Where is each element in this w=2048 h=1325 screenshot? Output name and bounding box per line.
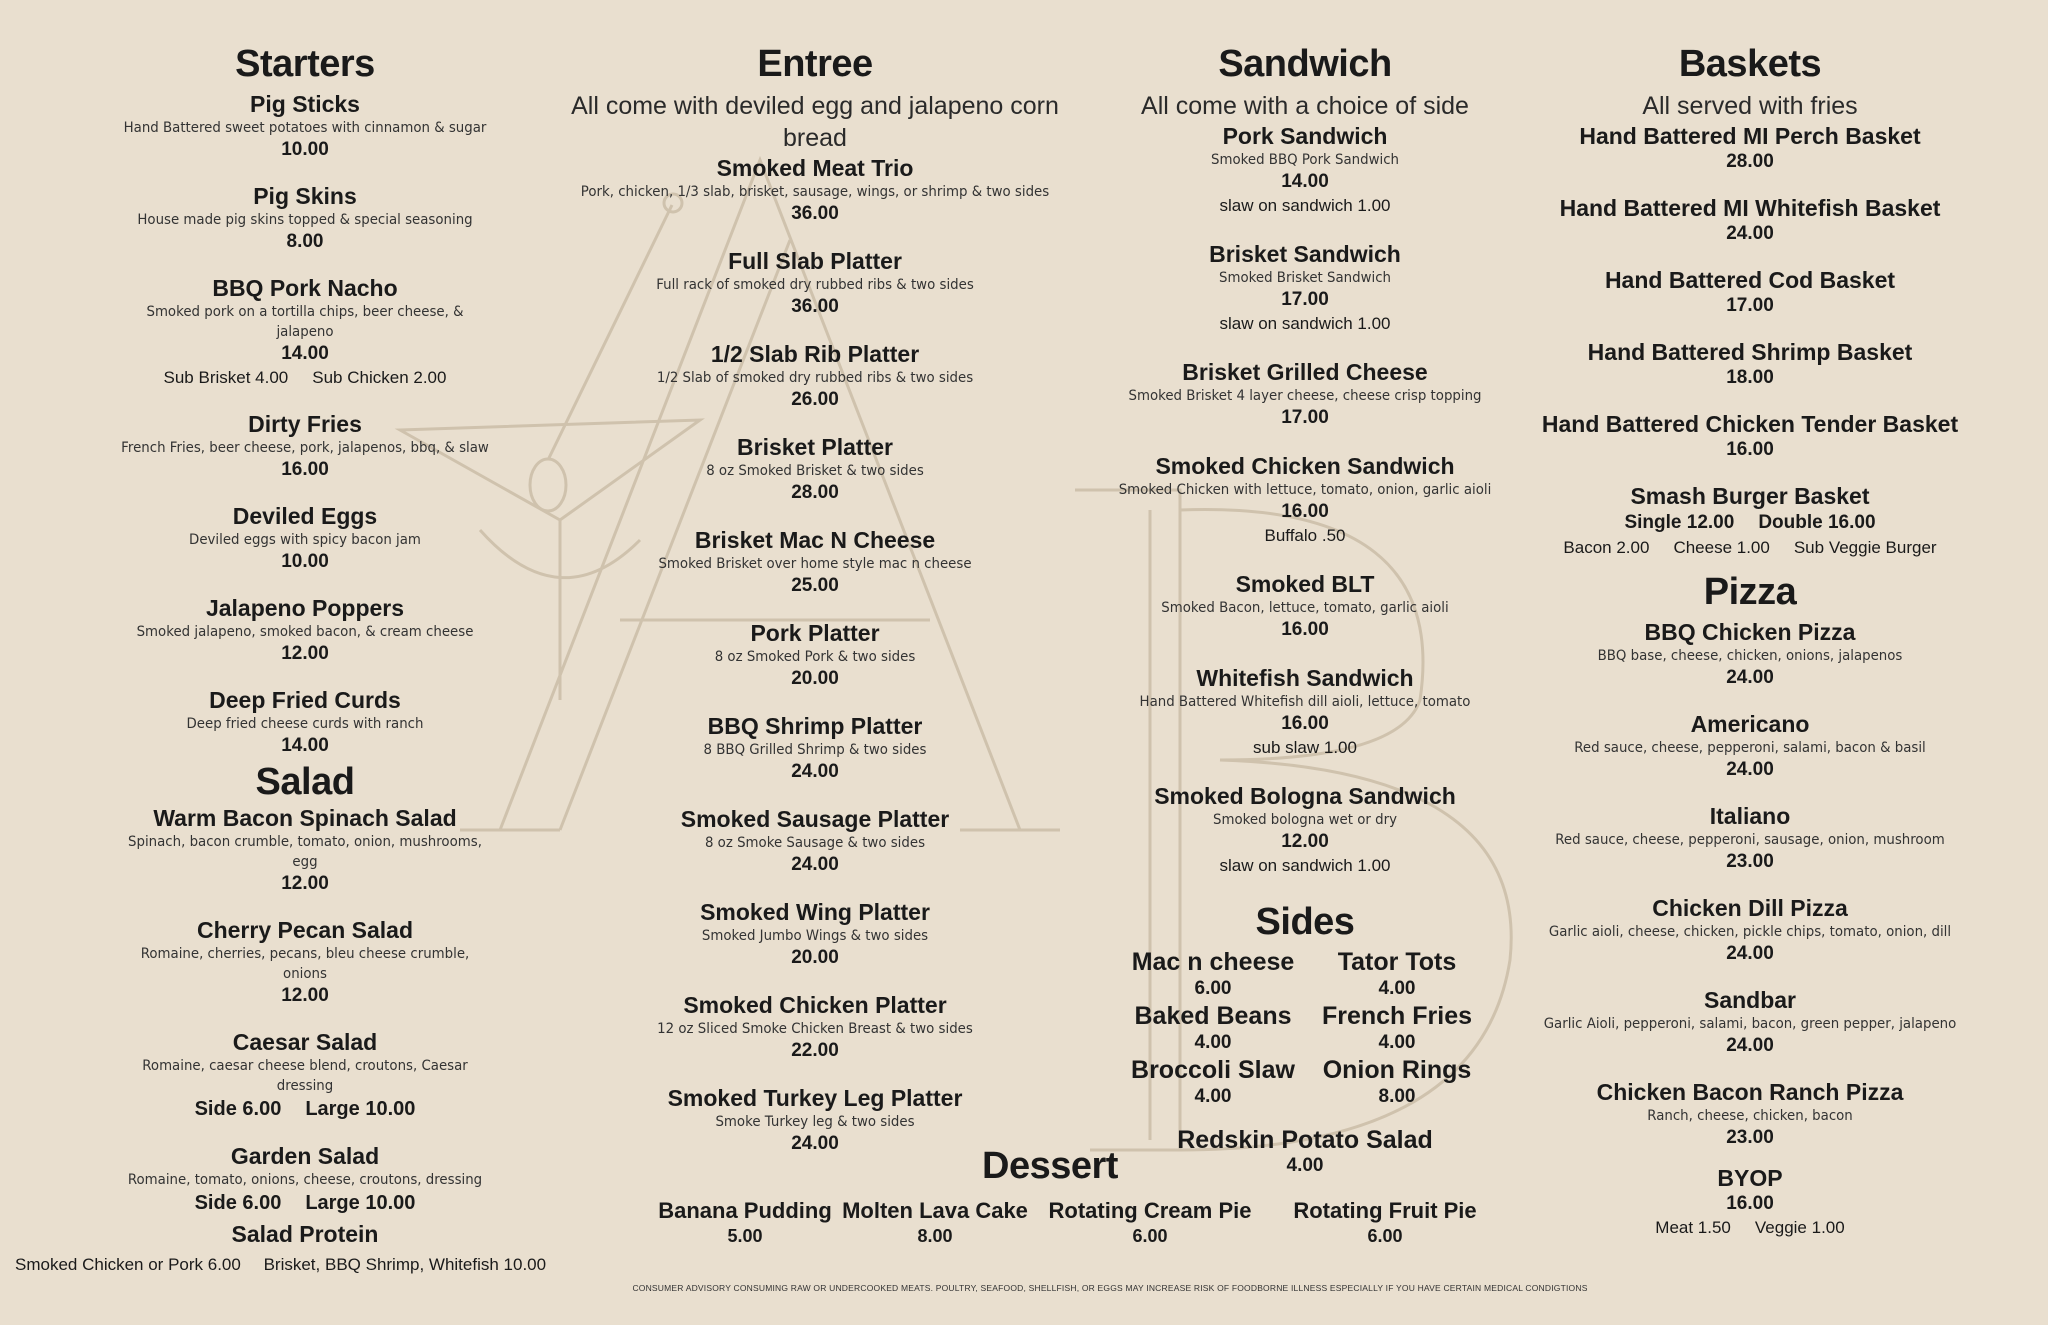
- entree-item: [555, 526, 1075, 598]
- item-price: 24.00: [1726, 223, 1774, 244]
- extra-option: Sub Chicken 2.00: [312, 368, 447, 387]
- item-price: 16.00: [1726, 439, 1774, 460]
- basket-item: [1520, 266, 1980, 318]
- item-description: Pork, chicken, 1/3 slab, brisket, sausage, wings, or shrimp & two sides: [580, 184, 1050, 200]
- entree-item: [555, 433, 1075, 505]
- extra-option: Sub Veggie Burger: [1793, 538, 1937, 557]
- item-description: Deep fried cheese curds with ranch: [186, 716, 424, 732]
- item-name: Mac n cheese: [1131, 948, 1295, 976]
- item-price: 36.00: [791, 203, 839, 224]
- item-description: Ranch, cheese, chicken, bacon: [1647, 1108, 1853, 1124]
- item-price: 24.00: [791, 1133, 839, 1154]
- salad-item: [105, 916, 505, 1008]
- item-price: 16.00: [281, 459, 329, 480]
- item-name: Deviled Eggs: [232, 503, 378, 529]
- item-price: 22.00: [791, 1040, 839, 1061]
- basket-item: [1520, 410, 1980, 462]
- item-name: Jalapeno Poppers: [205, 595, 405, 621]
- item-name: Brisket Platter: [737, 434, 893, 460]
- item-note: Buffalo .50: [1264, 526, 1346, 545]
- entree-title: Entree: [757, 43, 873, 85]
- extra-option: Bacon 2.00: [1563, 538, 1650, 557]
- item-price: 4.00: [1378, 978, 1416, 999]
- item-note: sub slaw 1.00: [1253, 738, 1357, 757]
- item-price: 20.00: [791, 668, 839, 689]
- item-price: 24.00: [1726, 667, 1774, 688]
- item-name: Hand Battered MI Perch Basket: [1579, 123, 1921, 149]
- item-name: Smoked Turkey Leg Platter: [667, 1085, 963, 1111]
- item-price: 24.00: [1726, 759, 1774, 780]
- size-option: Double 16.00: [1758, 512, 1876, 533]
- item-name: Dirty Fries: [248, 411, 362, 437]
- item-extras: [105, 366, 505, 390]
- burger-item: [1520, 482, 1980, 560]
- item-description: Smoked pork on a tortilla chips, beer cheese, & jalapeno: [146, 304, 464, 340]
- item-description: 8 oz Smoke Sausage & two sides: [704, 835, 926, 851]
- salad-item: [105, 1142, 505, 1216]
- item-description: 8 oz Smoked Pork & two sides: [714, 649, 916, 665]
- item-name: Brisket Grilled Cheese: [1182, 359, 1428, 385]
- extra-option: Cheese 1.00: [1673, 538, 1770, 557]
- item-description: Smoked Jumbo Wings & two sides: [701, 928, 929, 944]
- item-name: Americano: [1690, 711, 1810, 737]
- item-name: BBQ Pork Nacho: [212, 275, 398, 301]
- pizza-item: [1520, 710, 1980, 782]
- item-description: Smoked Brisket over home style mac n cheese: [658, 556, 972, 572]
- item-price: 17.00: [1281, 407, 1329, 428]
- item-name: Molten Lava Cake: [842, 1198, 1028, 1223]
- item-price: 18.00: [1726, 367, 1774, 388]
- item-price: 6.00: [1132, 1226, 1168, 1246]
- item-price: 17.00: [1281, 289, 1329, 310]
- entree-item: [555, 898, 1075, 970]
- item-name: Chicken Dill Pizza: [1652, 895, 1848, 921]
- dessert-item: [650, 1198, 840, 1248]
- starter-item: [105, 410, 505, 482]
- entree-item: [555, 154, 1075, 226]
- item-price: 26.00: [791, 389, 839, 410]
- side-item: [1312, 1002, 1482, 1056]
- sandwich-item: [1090, 664, 1520, 760]
- item-description: Smoked BBQ Pork Sandwich: [1211, 152, 1399, 168]
- burger-sizes: [1520, 510, 1980, 536]
- item-description: BBQ base, cheese, chicken, onions, jalapenos: [1597, 648, 1903, 664]
- item-price: 6.00: [1194, 978, 1232, 999]
- item-name: French Fries: [1321, 1002, 1473, 1030]
- item-name: Sandbar: [1703, 987, 1797, 1013]
- item-description: 12 oz Sliced Smoke Chicken Breast & two sides: [657, 1021, 973, 1037]
- item-name: Pork Platter: [750, 620, 880, 646]
- pizza-item: [1520, 986, 1980, 1058]
- extra-option: Sub Brisket 4.00: [163, 368, 289, 387]
- item-name: Full Slab Platter: [728, 248, 902, 274]
- size-options: [105, 1190, 505, 1216]
- side-item: [1312, 948, 1482, 1002]
- sandwich-item: [1090, 240, 1520, 336]
- pizza-item: [1520, 1078, 1980, 1150]
- sandwich-title: Sandwich: [1218, 43, 1392, 85]
- item-name: Chicken Bacon Ranch Pizza: [1596, 1079, 1904, 1105]
- item-description: 8 oz Smoked Brisket & two sides: [706, 463, 924, 479]
- pizza-title: Pizza: [1703, 571, 1797, 613]
- size-option: Large 10.00: [305, 1192, 416, 1214]
- item-price: 16.00: [1281, 619, 1329, 640]
- item-price: 4.00: [1194, 1032, 1232, 1053]
- starters-section: [105, 38, 505, 1248]
- item-description: Smoked bologna wet or dry: [1213, 812, 1397, 828]
- item-description: Full rack of smoked dry rubbed ribs & two sides: [656, 277, 974, 293]
- item-name: Pork Sandwich: [1222, 123, 1388, 149]
- item-name: Banana Pudding: [658, 1198, 832, 1223]
- item-name: Hand Battered Chicken Tender Basket: [1541, 411, 1959, 437]
- item-name: Caesar Salad: [232, 1029, 378, 1055]
- item-description: Smoked jalapeno, smoked bacon, & cream cheese: [136, 624, 474, 640]
- item-description: Romaine, tomato, onions, cheese, croutons, dressing: [127, 1172, 483, 1188]
- item-name: Broccoli Slaw: [1131, 1056, 1295, 1084]
- item-price: 16.00: [1281, 713, 1329, 734]
- entree-item: [555, 619, 1075, 691]
- item-name: Tator Tots: [1337, 948, 1457, 976]
- starter-item: [105, 90, 505, 162]
- starters-title: Starters: [235, 43, 375, 85]
- burger-extras: [1520, 536, 1980, 560]
- item-name: Smash Burger Basket: [1630, 483, 1870, 509]
- item-description: Red sauce, cheese, pepperoni, sausage, onion, mushroom: [1555, 832, 1945, 848]
- item-price: 16.00: [1726, 1193, 1774, 1214]
- item-price: 36.00: [791, 296, 839, 317]
- item-price: 14.00: [1281, 171, 1329, 192]
- basket-item: [1520, 194, 1980, 246]
- item-price: 12.00: [281, 985, 329, 1006]
- item-price: 8.00: [1378, 1086, 1416, 1107]
- item-name: Garden Salad: [230, 1143, 380, 1169]
- salad-protein-options: [15, 1255, 564, 1275]
- item-name: Pig Skins: [253, 183, 357, 209]
- sandwich-item: [1090, 570, 1520, 642]
- item-note: slaw on sandwich 1.00: [1219, 856, 1391, 875]
- salad-protein-title: Salad Protein: [231, 1221, 379, 1247]
- item-name: Brisket Mac N Cheese: [694, 527, 936, 553]
- item-price: 16.00: [1281, 501, 1329, 522]
- sandwich-item: [1090, 122, 1520, 218]
- salad-item: [105, 1028, 505, 1122]
- item-description: Red sauce, cheese, pepperoni, salami, bacon & basil: [1574, 740, 1926, 756]
- item-price: 17.00: [1726, 295, 1774, 316]
- baskets-subtitle: All served with fries: [1642, 92, 1858, 120]
- dessert-item: [1270, 1198, 1500, 1248]
- dessert-title: Dessert: [982, 1145, 1118, 1187]
- item-description: Deviled eggs with spicy bacon jam: [189, 532, 421, 548]
- item-description: Romaine, caesar cheese blend, croutons, Caesar dressing: [142, 1058, 468, 1094]
- side-item: [1128, 948, 1298, 1002]
- item-price: 23.00: [1726, 1127, 1774, 1148]
- item-price: 10.00: [281, 139, 329, 160]
- item-name: Brisket Sandwich: [1209, 241, 1401, 267]
- item-price: 12.00: [281, 643, 329, 664]
- item-note: slaw on sandwich 1.00: [1219, 314, 1391, 333]
- pizza-item: [1520, 894, 1980, 966]
- byop-item: [1520, 1164, 1980, 1240]
- entree-item: [555, 991, 1075, 1063]
- item-description: Smoked Bacon, lettuce, tomato, garlic aioli: [1161, 600, 1449, 616]
- item-name: Hand Battered Cod Basket: [1604, 267, 1896, 293]
- item-price: 24.00: [791, 854, 839, 875]
- pizza-item: [1520, 802, 1980, 874]
- item-name: Smoked Meat Trio: [716, 155, 914, 181]
- item-description: 1/2 Slab of smoked dry rubbed ribs & two sides: [656, 370, 974, 386]
- basket-item: [1520, 122, 1980, 174]
- item-price: 14.00: [281, 343, 329, 364]
- item-name: Warm Bacon Spinach Salad: [153, 805, 457, 831]
- entree-item: [555, 712, 1075, 784]
- item-name: Smoked Chicken Platter: [683, 992, 947, 1018]
- sides-title: Sides: [1255, 901, 1355, 943]
- item-price: 5.00: [727, 1226, 763, 1246]
- sandwich-subtitle: All come with a choice of side: [1141, 92, 1469, 120]
- size-option: Large 10.00: [305, 1098, 416, 1120]
- size-option: Single 12.00: [1624, 512, 1735, 533]
- item-description: House made pig skins topped & special seasoning: [137, 212, 473, 228]
- item-name: Pig Sticks: [250, 91, 360, 117]
- item-price: 8.00: [286, 231, 324, 252]
- pizza-item: [1520, 618, 1980, 690]
- entree-item: [555, 805, 1075, 877]
- item-price: 24.00: [1726, 1035, 1774, 1056]
- item-description: Smoked Chicken with lettuce, tomato, onion, garlic aioli: [1118, 482, 1492, 498]
- item-name: Cherry Pecan Salad: [196, 917, 414, 943]
- salad-title: Salad: [255, 761, 355, 803]
- item-description: Smoke Turkey leg & two sides: [715, 1114, 915, 1130]
- entree-item: [555, 340, 1075, 412]
- item-description: Romaine, cherries, pecans, bleu cheese crumble, onions: [140, 946, 470, 982]
- dessert-list: [650, 1198, 1500, 1248]
- item-name: Rotating Cream Pie: [1048, 1198, 1252, 1223]
- item-price: 12.00: [281, 873, 329, 894]
- item-price: 4.00: [1194, 1086, 1232, 1107]
- item-name: Smoked Sausage Platter: [680, 806, 950, 832]
- item-price: 24.00: [791, 761, 839, 782]
- item-description: Garlic aioli, cheese, chicken, pickle chips, tomato, onion, dill: [1548, 924, 1952, 940]
- item-name: Smoked Bologna Sandwich: [1154, 783, 1456, 809]
- item-name: Rotating Fruit Pie: [1293, 1198, 1477, 1223]
- starter-item: [105, 274, 505, 390]
- item-description: Smoked Brisket Sandwich: [1219, 270, 1391, 286]
- item-price: 28.00: [791, 482, 839, 503]
- sandwich-item: [1090, 782, 1520, 878]
- side-item: [1312, 1056, 1482, 1110]
- item-name: Whitefish Sandwich: [1196, 665, 1414, 691]
- sandwich-section: [1090, 38, 1520, 1110]
- size-option: Side 6.00: [194, 1098, 282, 1120]
- item-price: 8.00: [917, 1226, 953, 1246]
- entree-item: [555, 247, 1075, 319]
- item-name: BYOP: [1717, 1165, 1783, 1191]
- extra-option: Meat 1.50: [1655, 1218, 1731, 1237]
- entree-subtitle: All come with deviled egg and jalapeno corn bread: [571, 92, 1059, 152]
- item-price: 25.00: [791, 575, 839, 596]
- item-description: French Fries, beer cheese, pork, jalapenos, bbq, & slaw: [121, 440, 489, 456]
- starter-item: [105, 502, 505, 574]
- item-note: slaw on sandwich 1.00: [1219, 196, 1391, 215]
- item-name: Italiano: [1709, 803, 1791, 829]
- item-price: 4.00: [1286, 1155, 1324, 1176]
- side-item: [1128, 1002, 1298, 1056]
- item-price: 4.00: [1378, 1032, 1416, 1053]
- item-description: Smoked Brisket 4 layer cheese, cheese crisp topping: [1128, 388, 1482, 404]
- item-price: 6.00: [1367, 1226, 1403, 1246]
- extra-option: Veggie 1.00: [1754, 1218, 1845, 1237]
- side-item: [1128, 1056, 1298, 1110]
- baskets-title: Baskets: [1678, 43, 1822, 85]
- salad-item: [105, 804, 505, 896]
- item-price: 24.00: [1726, 943, 1774, 964]
- item-name: Smoked BLT: [1235, 571, 1375, 597]
- item-name: Deep Fried Curds: [209, 687, 401, 713]
- item-description: Garlic Aioli, pepperoni, salami, bacon, green pepper, jalapeno: [1543, 1016, 1957, 1032]
- item-name: BBQ Chicken Pizza: [1644, 619, 1856, 645]
- item-name: Baked Beans: [1134, 1002, 1292, 1030]
- item-name: Smoked Wing Platter: [700, 899, 930, 925]
- entree-section: [555, 38, 1075, 1177]
- item-name: Hand Battered MI Whitefish Basket: [1559, 195, 1941, 221]
- item-name: Smoked Chicken Sandwich: [1155, 453, 1455, 479]
- starter-item: [105, 594, 505, 666]
- item-price: 20.00: [791, 947, 839, 968]
- item-price: 10.00: [281, 551, 329, 572]
- baskets-section: [1520, 38, 1980, 1260]
- item-name: Onion Rings: [1322, 1056, 1472, 1084]
- dessert-item: [840, 1198, 1030, 1248]
- item-description: 8 BBQ Grilled Shrimp & two sides: [703, 742, 927, 758]
- dessert-item: [1030, 1198, 1270, 1248]
- protein-option: Brisket, BBQ Shrimp, Whitefish 10.00: [263, 1255, 547, 1274]
- item-name: Hand Battered Shrimp Basket: [1587, 339, 1913, 365]
- basket-item: [1520, 338, 1980, 390]
- item-description: Spinach, bacon crumble, tomato, onion, mushrooms, egg: [128, 834, 482, 870]
- item-price: 28.00: [1726, 151, 1774, 172]
- item-price: 14.00: [281, 735, 329, 756]
- size-options: [105, 1096, 505, 1122]
- item-description: Hand Battered sweet potatoes with cinnamon & sugar: [123, 120, 487, 136]
- item-price: 12.00: [1281, 831, 1329, 852]
- item-name: BBQ Shrimp Platter: [707, 713, 923, 739]
- starter-item: [105, 686, 505, 758]
- protein-option: Smoked Chicken or Pork 6.00: [15, 1255, 241, 1274]
- starter-item: [105, 182, 505, 254]
- sandwich-item: [1090, 358, 1520, 430]
- byop-extras: [1520, 1216, 1980, 1240]
- item-name: Redskin Potato Salad: [1177, 1126, 1433, 1154]
- item-name: 1/2 Slab Rib Platter: [710, 341, 920, 367]
- item-description: Hand Battered Whitefish dill aioli, lettuce, tomato: [1139, 694, 1471, 710]
- item-price: 23.00: [1726, 851, 1774, 872]
- sandwich-item: [1090, 452, 1520, 548]
- consumer-advisory: CONSUMER ADVISORY CONSUMING RAW OR UNDERCOOKED MEATS. POULTRY, SEAFOOD, SHELLFISH, OR EGGS MAY INCREASE RISK OF FOODBORNE ILLNESS ESPECIALLY IF YOU HAVE CERTAIN MEDICAL CONDIGTIONS: [632, 1283, 1588, 1293]
- size-option: Side 6.00: [194, 1192, 282, 1214]
